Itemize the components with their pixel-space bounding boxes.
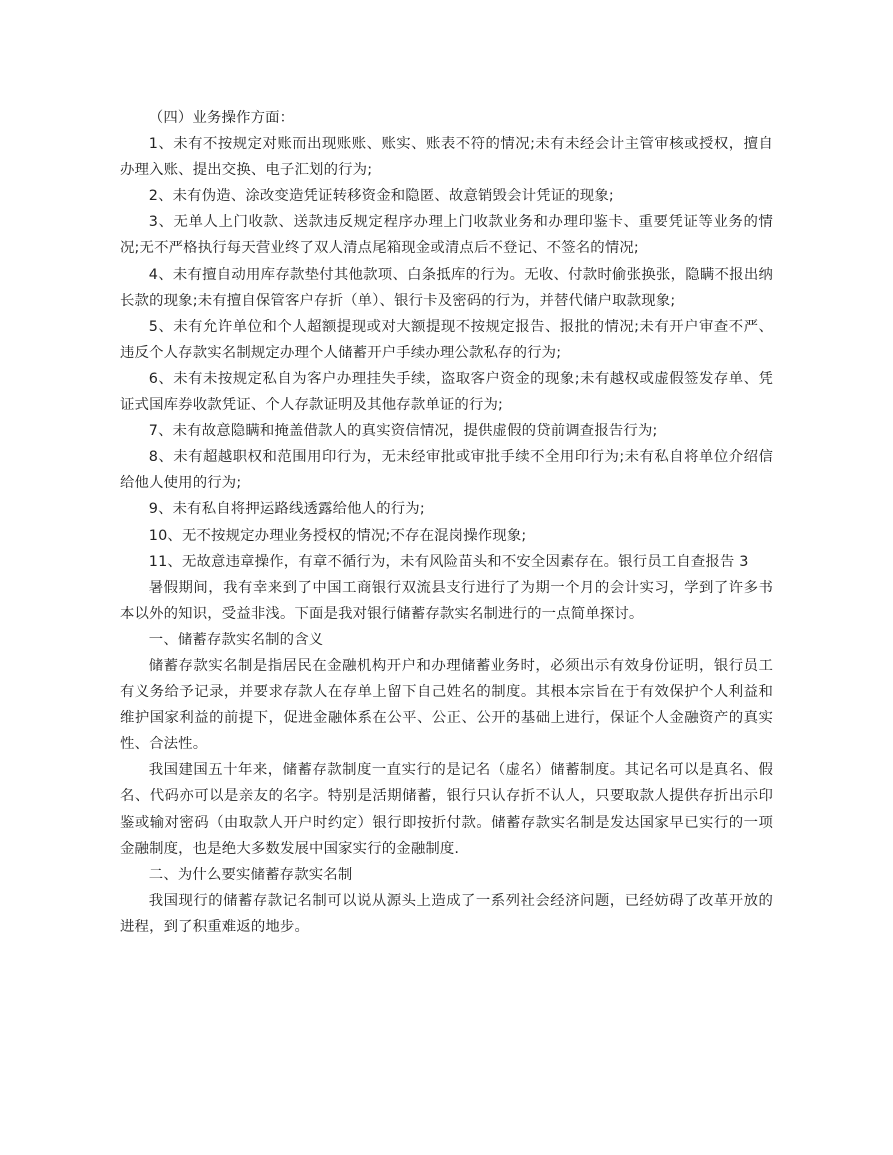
paragraph-item-11: 11、无故意违章操作，有章不循行为，未有风险苗头和不安全因素存在。银行员工自查报告 3: [148, 553, 749, 570]
paragraph-current-problems: 我国现行的储蓄存款记名制可以说从源头上造成了一系列社会经济问题，已经妨碍了改革开放的进程，到了积重难返的地步。: [120, 892, 773, 935]
paragraph-item-8: 8、未有超越职权和范围用印行为，无未经审批或审批手续不全用印行为;未有私自将单位介绍信给他人使用的行为;: [120, 449, 773, 492]
document-body: [120, 105, 773, 940]
paragraph-item-7: 7、未有故意隐瞒和掩盖借款人的真实资信情况，提供虚假的贷前调查报告行为;: [148, 423, 658, 440]
paragraph-history: 我国建国五十年来，储蓄存款制度一直实行的是记名（虚名）储蓄制度。其记名可以是真名、假名、代码亦可以是亲友的名字。特别是活期储蓄，银行只认存折不认人，只要取款人提供存折出示印鉴或输对密码（由取款人开户时约定）银行即按折付款。储蓄存款实名制是发达国家早已实行的一项金融制度，也是绝大多数发展中国家实行的金融制度.: [120, 762, 773, 857]
paragraph-item-3: 3、无单人上门收款、送款违反规定程序办理上门收款业务和办理印鉴卡、重要凭证等业务的情况;无不严格执行每天营业终了双人清点尾箱现金或清点后不登记、不签名的情况;: [120, 214, 773, 257]
paragraph-section-heading-operations: （四）业务操作方面：: [148, 110, 295, 126]
section-heading-meaning: 一、储蓄存款实名制的含义: [148, 631, 324, 648]
paragraph-item-10: 10、无不按规定办理业务授权的情况;不存在混岗操作现象;: [148, 527, 527, 544]
paragraph-item-6: 6、未有未按规定私自为客户办理挂失手续，盗取客户资金的现象;未有越权或虚假签发存单、凭证式国库券收款凭证、个人存款证明及其他存款单证的行为;: [120, 370, 773, 414]
paragraph-item-1: 1、未有不按规定对账而出现账账、账实、账表不符的情况;未有未经会计主管审核或授权，擅自办理入账、提出交换、电子汇划的行为;: [120, 136, 773, 179]
paragraph-real-name-definition: 储蓄存款实名制是指居民在金融机构开户和办理储蓄业务时，必须出示有效身份证明，银行员工有义务给予记录，并要求存款人在存单上留下自己姓名的制度。其根本宗旨在于有效保护个人利益和维护国家利益的前提下，促进金融体系在公平、公正、公开的基础上进行，保证个人金融资产的真实性、合法性。: [120, 657, 773, 753]
paragraph-item-4: 4、未有擅自动用库存款垫付其他款项、白条抵库的行为。无收、付款时偷张换张，隐瞒不报出纳长款的现象;未有擅自保管客户存折（单）、银行卡及密码的行为，并替代储户取款现象;: [120, 266, 773, 309]
paragraph-internship-intro: 暑假期间，我有幸来到了中国工商银行双流县支行进行了为期一个月的会计实习，学到了许多书本以外的知识，受益非浅。下面是我对银行储蓄存款实名制进行的一点简单探讨。: [120, 579, 773, 622]
paragraph-item-9: 9、未有私自将押运路线透露给他人的行为;: [148, 501, 425, 518]
paragraph-item-5: 5、未有允许单位和个人超额提现或对大额提现不按规定报告、报批的情况;未有开户审查不严、违反个人存款实名制规定办理个人储蓄开户手续办理公款私存的行为;: [120, 318, 773, 361]
paragraph-item-2: 2、未有伪造、涂改变造凭证转移资金和隐匿、故意销毁会计凭证的现象;: [148, 188, 614, 205]
section-heading-why: 二、为什么要实储蓄存款实名制: [148, 866, 353, 883]
